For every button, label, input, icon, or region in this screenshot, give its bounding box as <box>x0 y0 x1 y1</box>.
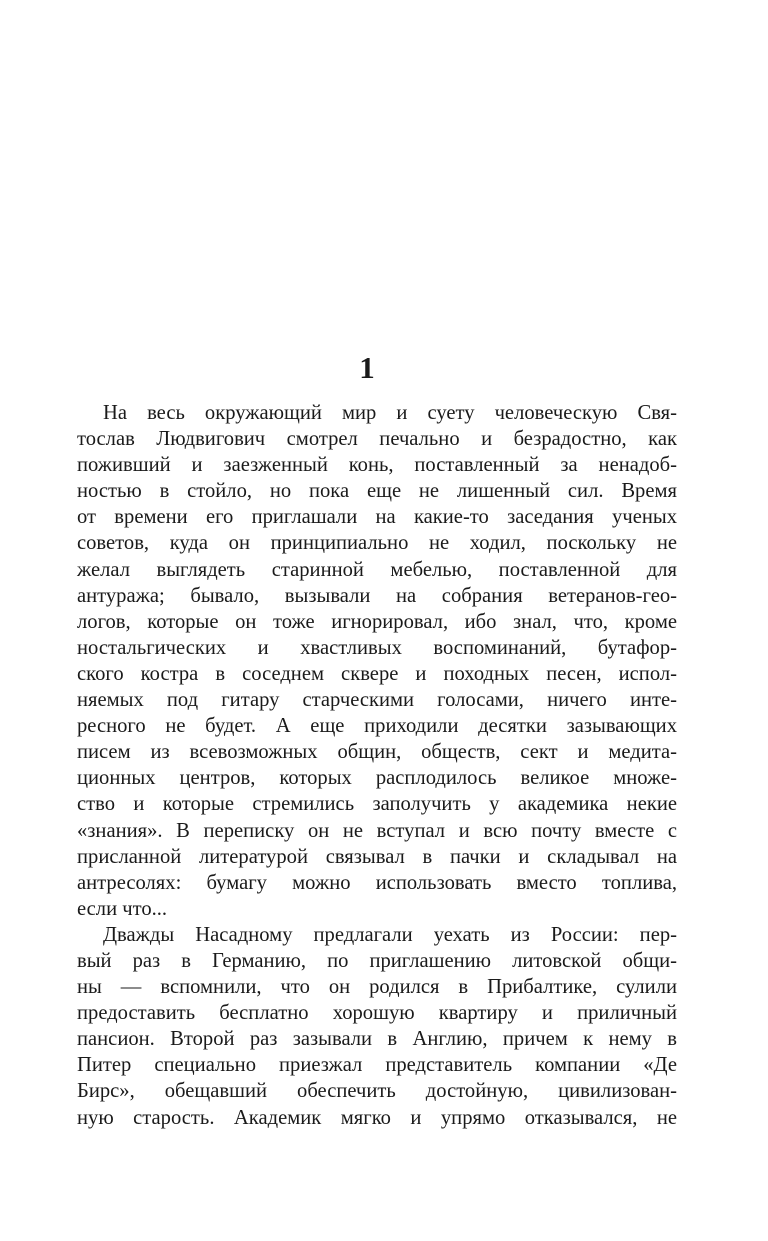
text-line: ство и которые стремились заполучить у академика некие <box>77 793 677 816</box>
text-line: писем из всевозможных общин, обществ, сект и медита- <box>77 741 677 764</box>
text-line: вый раз в Германию, по приглашению литовской общи- <box>77 949 677 972</box>
text-line: ционных центров, которых расплодилось великое множе- <box>77 767 677 790</box>
text-line: антуража; бывало, вызывали на собрания ветеранов-гео- <box>77 584 677 607</box>
chapter-number: 1 <box>359 350 375 385</box>
text-line: ского костра в соседнем сквере и походных песен, испол- <box>77 662 677 685</box>
text-line: няемых под гитару старческими голосами, ничего инте- <box>77 689 677 712</box>
text-line: ностальгических и хвастливых воспоминаний, бутафор- <box>77 636 677 659</box>
text-line: «знания». В переписку он не вступал и всю почту вместе с <box>77 819 677 842</box>
text-line: пансион. Второй раз зазывали в Англию, причем к нему в <box>77 1028 677 1051</box>
paragraph <box>77 922 677 1131</box>
text-line: ресного не будет. А еще приходили десятки зазывающих <box>77 715 677 738</box>
text-line: тослав Людвигович смотрел печально и безрадостно, как <box>77 428 677 451</box>
paragraph <box>77 400 677 922</box>
text-line: На весь окружающий мир и суету человеческую Свя- <box>103 402 677 424</box>
text-line: антресолях: бумагу можно использовать вместо топлива, <box>77 871 677 894</box>
text-line: ную старость. Академик мягко и упрямо отказывался, не <box>77 1106 677 1129</box>
text-line: от времени его приглашали на какие-то заседания ученых <box>77 506 677 529</box>
body-text <box>77 400 677 1131</box>
text-line: присланной литературой связывал в пачки и складывал на <box>77 845 677 868</box>
text-line: советов, куда он принципиально не ходил, поскольку не <box>77 532 677 555</box>
text-line: Бирс», обещавший обеспечить достойную, цивилизован- <box>77 1080 677 1103</box>
text-line: Питер специально приезжал представитель компании «Де <box>77 1054 677 1077</box>
text-line: поживший и заезженный конь, поставленный за ненадоб- <box>77 454 677 477</box>
text-line: ны — вспомнили, что он родился в Прибалтике, сулили <box>77 976 677 999</box>
book-page <box>77 0 677 1241</box>
text-line: предоставить бесплатно хорошую квартиру и приличный <box>77 1002 677 1025</box>
text-line: Дважды Насадному предлагали уехать из России: пер- <box>103 923 677 946</box>
text-line: желал выглядеть старинной мебелью, поставленной для <box>77 558 677 581</box>
text-line: ностью в стойло, но пока еще не лишенный сил. Время <box>77 480 677 503</box>
text-line: логов, которые он тоже игнорировал, ибо знал, что, кроме <box>77 610 677 633</box>
text-line: если что... <box>77 897 168 920</box>
